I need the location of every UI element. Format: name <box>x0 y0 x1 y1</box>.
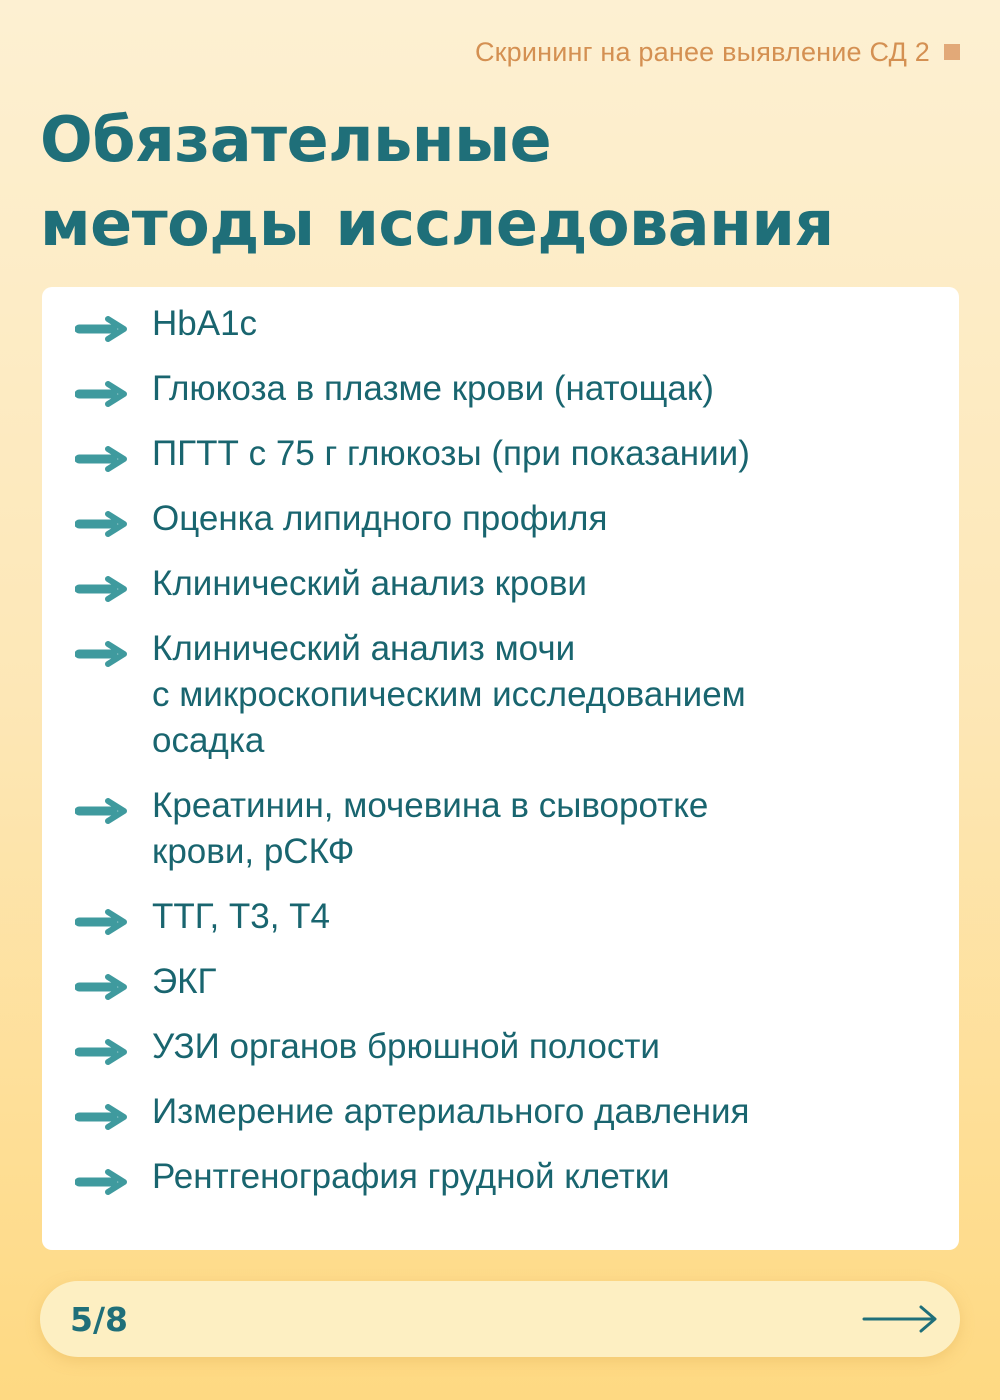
method-label: ПГТТ с 75 г глюкозы (при показании) <box>152 434 750 473</box>
list-item <box>42 1154 959 1200</box>
arrow-right-icon <box>75 798 129 824</box>
page-title: Обязательные методы исследования <box>40 103 834 260</box>
square-marker-icon <box>944 44 960 60</box>
method-label: Клинический анализ крови <box>152 564 587 603</box>
method-label: УЗИ органов брюшной полости <box>152 1027 660 1066</box>
arrow-right-icon <box>75 576 129 602</box>
page-indicator: 5/8 <box>70 1299 128 1339</box>
list-item <box>42 496 959 542</box>
method-label: Измерение артериального давления <box>152 1092 750 1131</box>
arrow-right-icon <box>75 511 129 537</box>
list-item <box>42 783 959 875</box>
method-label: ТТГ, Т3, Т4 <box>152 897 331 936</box>
arrow-right-icon <box>75 446 129 472</box>
method-label: ЭКГ <box>152 962 217 1001</box>
pagination-bar <box>40 1281 960 1357</box>
list-item <box>42 301 959 347</box>
list-item <box>42 1024 959 1070</box>
list-item <box>42 561 959 607</box>
method-label: Рентгенография грудной клетки <box>152 1157 670 1196</box>
method-label: Оценка липидного профиля <box>152 499 608 538</box>
method-label: HbA1c <box>152 304 258 343</box>
arrow-right-icon <box>75 1169 129 1195</box>
methods-card <box>42 287 959 1250</box>
list-item <box>42 431 959 477</box>
arrow-right-icon <box>75 1039 129 1065</box>
list-item <box>42 959 959 1005</box>
header-topline <box>475 34 960 70</box>
method-label: Креатинин, мочевина в сыворотке крови, рСКФ <box>152 786 709 871</box>
list-item <box>42 626 959 764</box>
arrow-right-icon <box>75 316 129 342</box>
arrow-right-icon <box>75 641 129 667</box>
series-title: Скрининг на ранее выявление СД 2 <box>474 36 930 67</box>
long-arrow-right-icon[interactable] <box>862 1304 938 1334</box>
method-label: Глюкоза в плазме крови (натощак) <box>152 369 714 408</box>
arrow-right-icon <box>75 381 129 407</box>
list-item <box>42 1089 959 1135</box>
method-label: Клинический анализ мочи с микроскопическим исследованием осадка <box>152 629 746 760</box>
arrow-right-icon <box>75 974 129 1000</box>
arrow-right-icon <box>75 1104 129 1130</box>
list-item <box>42 366 959 412</box>
arrow-right-icon <box>75 909 129 935</box>
list-item <box>42 894 959 940</box>
